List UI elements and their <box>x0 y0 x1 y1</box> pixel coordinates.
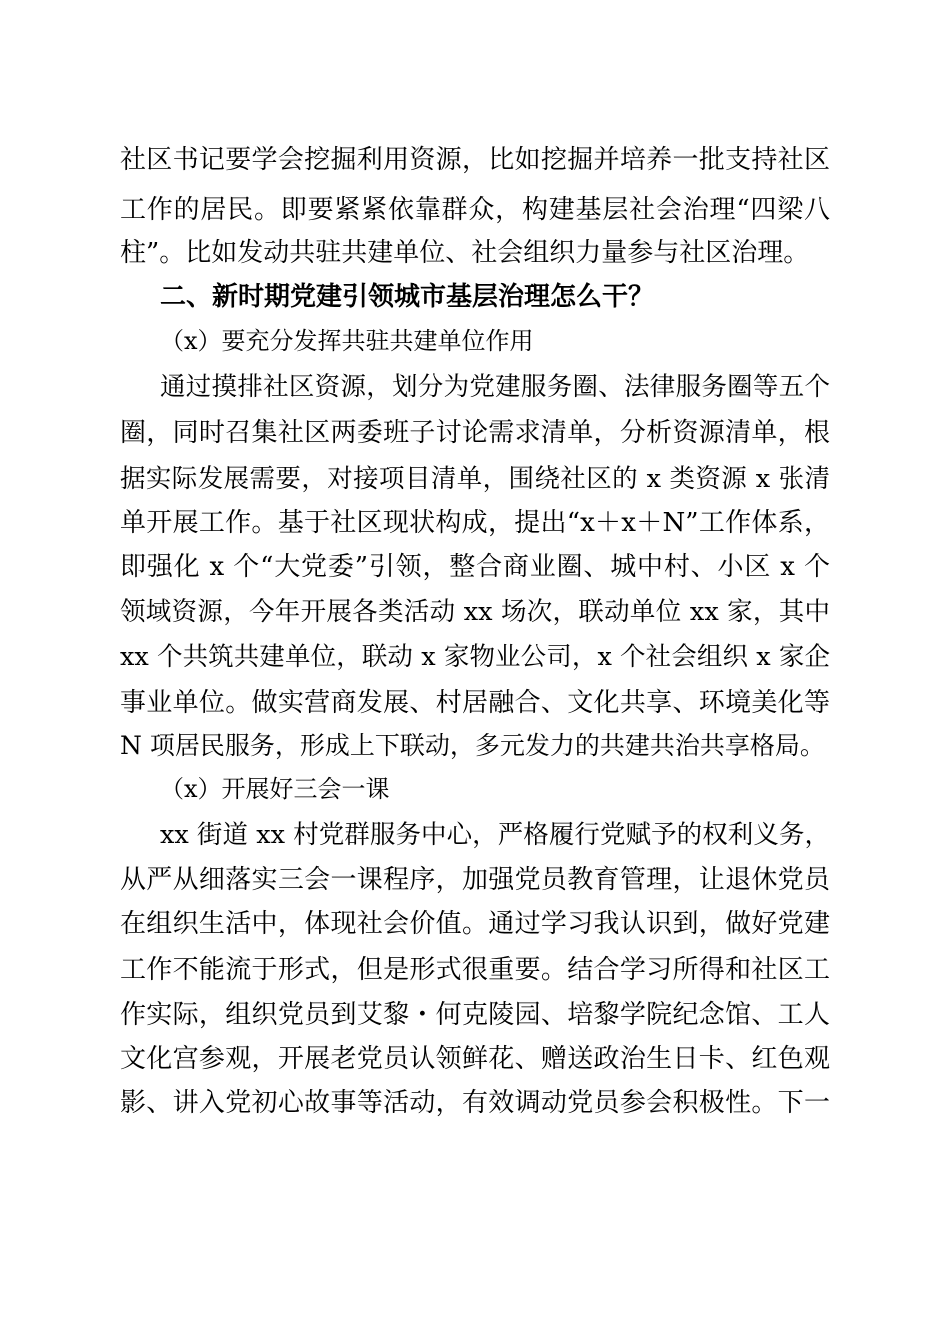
paragraph-2-line-3: 据实际发展需要，对接项目清单，围绕社区的 x 类资源 x 张清 <box>120 464 830 494</box>
paragraph-2-line-2: 圈，同时召集社区两委班子讨论需求清单，分析资源清单，根 <box>120 418 830 448</box>
paragraph-2-line-8: 事业单位。做实营商发展、村居融合、文化共享、环境美化等 <box>120 688 830 718</box>
section-heading: 二、新时期党建引领城市基层治理怎么干？ <box>160 282 655 312</box>
paragraph-3-line-1: xx 街道 xx 村党群服务中心，严格履行党赋予的权利义务， <box>160 820 830 850</box>
paragraph-3-line-7: 影、讲入党初心故事等活动，有效调动党员参会积极性。下一 <box>120 1088 830 1118</box>
paragraph-1-line-3: 柱”。比如发动共驻共建单位、社会组织力量参与社区治理。 <box>120 238 810 268</box>
paragraph-2-line-5: 即强化 x 个“大党委”引领，整合商业圈、城中村、小区 x 个 <box>120 552 830 582</box>
paragraph-3-line-6: 文化宫参观，开展老党员认领鲜花、赠送政治生日卡、红色观 <box>120 1044 830 1074</box>
paragraph-1-line-2: 工作的居民。即要紧紧依靠群众，构建基层社会治理“四梁八 <box>120 195 830 225</box>
paragraph-2-line-9: N 项居民服务，形成上下联动，多元发力的共建共治共享格局。 <box>120 731 825 760</box>
paragraph-3-line-2: 从严从细落实三会一课程序，加强党员教育管理，让退休党员 <box>120 865 830 895</box>
paragraph-1-line-1: 社区书记要学会挖掘利用资源，比如挖掘并培养一批支持社区 <box>120 145 830 175</box>
subheading-2: （x）开展好三会一课 <box>160 775 390 803</box>
paragraph-3-line-4: 工作不能流于形式，但是形式很重要。结合学习所得和社区工 <box>120 955 830 985</box>
paragraph-3-line-3: 在组织生活中，体现社会价值。通过学习我认识到，做好党建 <box>120 909 830 939</box>
paragraph-3-line-5: 作实际，组织党员到艾黎・何克陵园、培黎学院纪念馆、工人 <box>120 1000 830 1030</box>
subheading-1: （x）要充分发挥共驻共建单位作用 <box>160 327 534 355</box>
paragraph-2-line-1: 通过摸排社区资源，划分为党建服务圈、法律服务圈等五个 <box>160 372 830 402</box>
paragraph-2-line-6: 领域资源，今年开展各类活动 xx 场次，联动单位 xx 家，其中 <box>120 597 830 627</box>
paragraph-2-line-4: 单开展工作。基于社区现状构成，提出“x＋x＋N”工作体系， <box>120 508 830 538</box>
paragraph-2-line-7: xx 个共筑共建单位，联动 x 家物业公司，x 个社会组织 x 家企 <box>120 642 830 672</box>
